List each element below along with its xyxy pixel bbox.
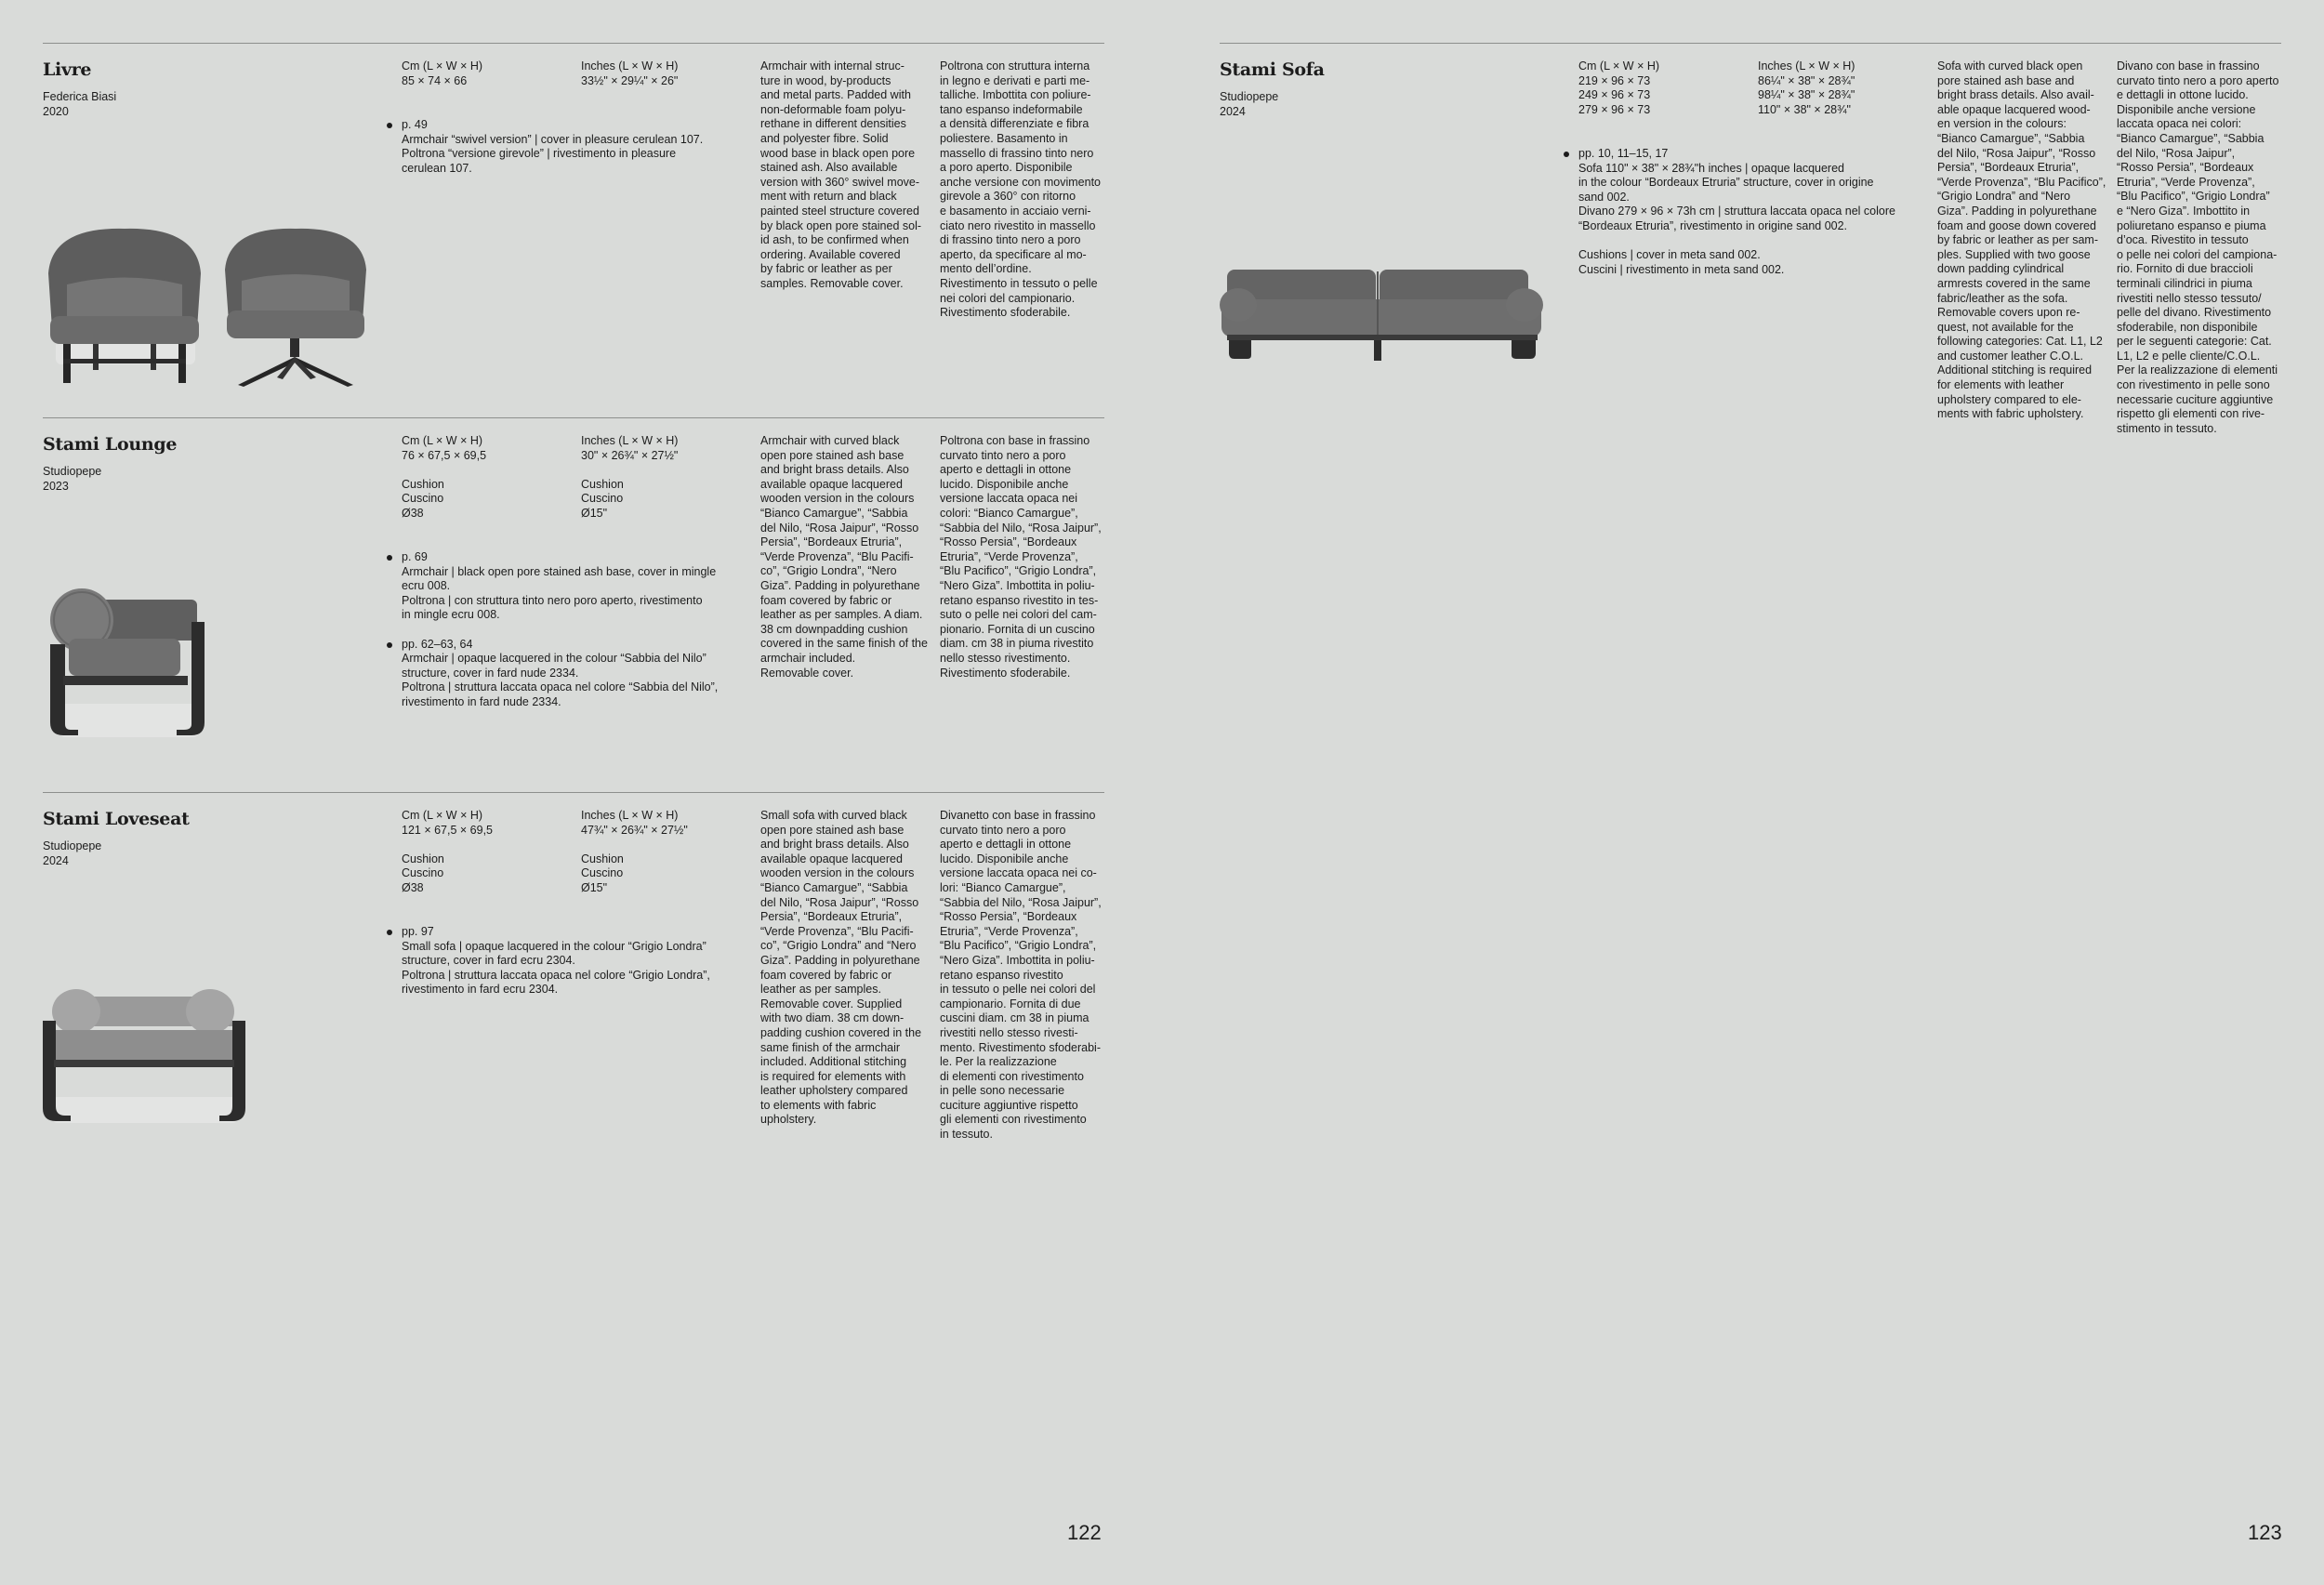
desc-line: rispetto gli elementi con rive-	[2117, 407, 2265, 421]
ref-line: Armchair | opaque lacquered in the colour “Sabbia del Nilo”	[402, 652, 706, 666]
desc-line: suto o pelle nei colori del cam-	[940, 608, 1097, 622]
dims-in	[581, 434, 678, 522]
desc-line: samples. Removable cover.	[760, 276, 904, 290]
dims-in-header: Inches (L × W × H)	[581, 809, 679, 822]
desc-line: Persia”, “Bordeaux Etruria”,	[1937, 161, 2080, 175]
dims-cm-header: Cm (L × W × H)	[402, 434, 483, 447]
swivel-armchair-illustration	[221, 221, 370, 389]
ref-line: Armchair | black open pore stained ash base, cover in mingle	[402, 564, 717, 578]
cushion-label: Cushion	[402, 477, 444, 491]
cushion-diameter: Ø38	[402, 506, 424, 520]
desc-line: a poro aperto. Disponibile	[940, 161, 1073, 175]
desc-line: e dettagli in ottone lucido.	[2117, 88, 2249, 102]
desc-line: 38 cm downpadding cushion	[760, 622, 908, 636]
desc-line: wooden version in the colours	[760, 866, 915, 880]
desc-line: poliestere. Basamento in	[940, 131, 1068, 145]
desc-line: rethane in different densities	[760, 117, 906, 131]
page-references	[402, 550, 746, 724]
description-en	[760, 59, 937, 292]
desc-line: di frassino tinto nero a poro	[940, 233, 1081, 247]
dims-cm-header: Cm (L × W × H)	[1578, 59, 1660, 73]
desc-line: able opaque lacquered wood-	[1937, 102, 2091, 116]
desc-line: Poltrona con struttura interna	[940, 59, 1090, 73]
desc-line: e “Nero Giza”. Imbottito in	[2117, 204, 2251, 218]
armchair-illustration	[41, 219, 208, 387]
desc-line: del Nilo, “Rosa Jaipur”, “Rosso	[760, 895, 919, 909]
desc-line: talliche. Imbottita con poliure-	[940, 88, 1091, 102]
product-stami-loveseat	[0, 792, 1162, 1164]
desc-line: versione laccata opaca nei co-	[940, 866, 1097, 880]
desc-line: retano espanso rivestito	[940, 968, 1063, 982]
desc-line: Etruria”, “Verde Provenza”,	[2117, 175, 2255, 189]
desc-line: colori: “Bianco Camargue”,	[940, 506, 1078, 520]
desc-line: necessarie cuciture aggiuntive	[2117, 392, 2274, 406]
desc-line: by fabric or leather as per	[760, 262, 892, 276]
desc-line: foam covered by fabric or	[760, 593, 892, 607]
desc-line: Giza”. Padding in polyurethane	[760, 953, 920, 967]
ref-line: pp. 10, 11–15, 17	[1578, 147, 1669, 160]
desc-line: non-deformable foam polyu-	[760, 102, 906, 116]
desc-line: le. Per la realizzazione	[940, 1055, 1057, 1069]
desc-line: co”, “Grigio Londra”, “Nero	[760, 564, 897, 578]
description-it	[940, 434, 1116, 680]
desc-line: open pore stained ash base	[760, 448, 905, 462]
ref-line: p. 69	[402, 550, 428, 563]
dims-in-value: 98¼" × 38" × 28¾"	[1758, 88, 1855, 102]
desc-line: Rivestimento sfoderabile.	[940, 666, 1071, 680]
desc-line: aperto e dettagli in ottone	[940, 463, 1072, 477]
desc-line: foam and goose down covered	[1937, 218, 2096, 232]
desc-line: aperto e dettagli in ottone	[940, 838, 1072, 852]
dims-in-header: Inches (L × W × H)	[581, 59, 679, 73]
desc-line: pelle del divano. Rivestimento	[2117, 306, 2272, 320]
desc-line: Persia”, “Bordeaux Etruria”,	[760, 910, 903, 924]
ref-line: in the colour “Bordeaux Etruria” structure, cover in origine	[1578, 176, 1874, 190]
product-title: Stami Sofa	[1220, 59, 1325, 80]
ref-line: pp. 97	[402, 925, 434, 938]
cushion-label: Cushion	[402, 852, 444, 865]
desc-line: “Rosso Persia”, “Bordeaux	[940, 535, 1077, 549]
desc-line: wood base in black open pore	[760, 146, 916, 160]
desc-line: covered in the same finish of the	[760, 637, 928, 651]
ref-line: Divano 279 × 96 × 73h cm | struttura laccata opaca nel colore	[1578, 205, 1895, 218]
description-en	[760, 434, 937, 680]
dims-cm-value: 85 × 74 × 66	[402, 73, 468, 87]
desc-line: di elementi con rivestimento	[940, 1069, 1084, 1083]
description-it	[2117, 59, 2293, 436]
loveseat-illustration	[37, 978, 251, 1127]
product-year: 2020	[43, 105, 69, 118]
dims-in-header: Inches (L × W × H)	[581, 434, 679, 447]
product-designer: Studiopepe	[1220, 90, 1279, 103]
ref-line: Sofa 110" × 38" × 28¾"h inches | opaque lacquered	[1578, 161, 1844, 175]
page-reference	[1578, 147, 1922, 277]
desc-line: ture in wood, by-products	[760, 73, 891, 87]
desc-line: by black open pore stained sol-	[760, 218, 922, 232]
desc-line: stimento in tessuto.	[2117, 421, 2217, 435]
desc-line: con rivestimento in pelle sono	[2117, 378, 2270, 392]
dims-cm-value: 219 × 96 × 73	[1578, 73, 1651, 87]
desc-line: Rivestimento in tessuto o pelle	[940, 276, 1098, 290]
desc-line: painted steel structure covered	[760, 204, 919, 218]
desc-line: o pelle nei colori del campiona-	[2117, 247, 2278, 261]
desc-line: “Sabbia del Nilo, “Rosa Jaipur”,	[940, 895, 1102, 909]
dims-in-value: 86¼" × 38" × 28¾"	[1758, 73, 1855, 87]
dims-cm-header: Cm (L × W × H)	[402, 809, 483, 822]
desc-line: “Bianco Camargue”, “Sabbia	[1937, 131, 2085, 145]
desc-line: and customer leather C.O.L.	[1937, 349, 2084, 363]
desc-line: in tessuto.	[940, 1128, 993, 1142]
desc-line: available opaque lacquered	[760, 852, 903, 865]
product-year: 2024	[43, 854, 69, 867]
desc-line: Etruria”, “Verde Provenza”,	[940, 924, 1078, 938]
desc-line: armchair included.	[760, 651, 856, 665]
desc-line: massello di frassino tinto nero	[940, 146, 1094, 160]
desc-line: “Rosso Persia”, “Bordeaux	[2117, 161, 2254, 175]
desc-line: pionario. Fornita di un cuscino	[940, 622, 1095, 636]
ref-line: rivestimento in fard nude 2334.	[402, 694, 561, 708]
desc-line: armrests covered in the same	[1937, 276, 2091, 290]
ref-line: Cuscini | rivestimento in meta sand 002.	[1578, 262, 1785, 276]
page-right	[1162, 0, 2324, 1585]
desc-line: mento dell’ordine.	[940, 262, 1032, 276]
ref-line: “Bordeaux Etruria”, rivestimento in origine sand 002.	[1578, 218, 1848, 232]
desc-line: Removable cover. Supplied	[760, 997, 903, 1010]
page-references	[402, 118, 746, 191]
desc-line: and bright brass details. Also	[760, 463, 909, 477]
desc-line: bright brass details. Also avail-	[1937, 88, 2094, 102]
desc-line: “Bianco Camargue”, “Sabbia	[760, 880, 908, 894]
desc-line: Removable covers upon re-	[1937, 306, 2080, 320]
ref-line: Poltrona | con struttura tinto nero poro aperto, rivestimento	[402, 593, 703, 607]
desc-line: L1, L2 e pelle cliente/C.O.L.	[2117, 349, 2261, 363]
desc-line: foam covered by fabric or	[760, 968, 892, 982]
dims-in-value: 33½" × 29¼" × 26"	[581, 73, 679, 87]
desc-line: “Sabbia del Nilo, “Rosa Jaipur”,	[940, 521, 1102, 535]
dims-cm-value: 279 × 96 × 73	[1578, 102, 1651, 116]
desc-line: cuscini diam. cm 38 in piuma	[940, 1011, 1089, 1025]
desc-line: Armchair with curved black	[760, 434, 900, 447]
product-year: 2023	[43, 480, 69, 493]
desc-line: nei colori del campionario.	[940, 291, 1076, 305]
desc-line: nello stesso rivestimento.	[940, 651, 1071, 665]
ref-line: Small sofa | opaque lacquered in the colour “Grigio Londra”	[402, 939, 706, 953]
lounge-chair-illustration	[41, 566, 208, 743]
desc-line: leather as per samples. A diam.	[760, 608, 923, 622]
product-designer: Studiopepe	[43, 839, 102, 852]
desc-line: “Bianco Camargue”, “Sabbia	[760, 506, 908, 520]
ref-line: structure, cover in fard ecru 2304.	[402, 954, 575, 968]
desc-line: d’oca. Rivestito in tessuto	[2117, 233, 2249, 247]
desc-line: del Nilo, “Rosa Jaipur”, “Rosso	[760, 521, 919, 535]
cushion-diameter: Ø38	[402, 880, 424, 894]
ref-line: p. 49	[402, 118, 428, 131]
desc-line: rio. Fornito di due braccioli	[2117, 262, 2253, 276]
dims-cm	[402, 809, 493, 896]
product-meta	[43, 89, 116, 119]
desc-line: retano espanso rivestito in tes-	[940, 593, 1099, 607]
desc-line: fabric/leather as the sofa.	[1937, 291, 2068, 305]
desc-line: Giza”. Padding in polyurethane	[1937, 204, 2097, 218]
desc-line: following categories: Cat. L1, L2	[1937, 335, 2103, 349]
desc-line: ciato nero rivestito in massello	[940, 218, 1096, 232]
desc-line: Persia”, “Bordeaux Etruria”,	[760, 535, 903, 549]
desc-line: laccata opaca nei colori:	[2117, 117, 2242, 131]
cushion-diameter: Ø15"	[581, 880, 608, 894]
product-stami-lounge	[0, 417, 1162, 789]
desc-line: available opaque lacquered	[760, 477, 903, 491]
desc-line: “Blu Pacifico”, “Grigio Londra”,	[940, 564, 1097, 578]
desc-line: “Rosso Persia”, “Bordeaux	[940, 910, 1077, 924]
desc-line: cuciture aggiuntive rispetto	[940, 1098, 1078, 1112]
cushion-label-it: Cuscino	[402, 492, 444, 506]
desc-line: gli elementi con rivestimento	[940, 1113, 1087, 1127]
product-designer: Studiopepe	[43, 465, 102, 478]
ref-line: ecru 008.	[402, 579, 451, 593]
desc-line: del Nilo, “Rosa Jaipur”, “Rosso	[1937, 146, 2096, 160]
desc-line: e basamento in acciaio verni-	[940, 204, 1091, 218]
desc-line: version with 360° swivel move-	[760, 175, 920, 189]
ref-line: Poltrona | struttura laccata opaca nel colore “Grigio Londra”,	[402, 968, 710, 982]
desc-line: open pore stained ash base	[760, 823, 905, 837]
desc-line: girevole a 360° con ritorno	[940, 190, 1076, 204]
desc-line: versione laccata opaca nei	[940, 492, 1078, 506]
desc-line: and metal parts. Padded with	[760, 88, 911, 102]
ref-line: Cushions | cover in meta sand 002.	[1578, 248, 1761, 262]
desc-line: pore stained ash base and	[1937, 73, 2075, 87]
desc-line: “Nero Giza”. Imbottita in poliu-	[940, 953, 1095, 967]
desc-line: “Nero Giza”. Imbottita in poliu-	[940, 578, 1095, 592]
desc-line: is required for elements with	[760, 1069, 906, 1083]
product-meta	[43, 839, 101, 868]
product-stami-sofa	[1177, 43, 2324, 470]
ref-line: Poltrona | struttura laccata opaca nel colore “Sabbia del Nilo”,	[402, 680, 719, 694]
page-reference	[402, 118, 746, 176]
dims-cm	[402, 59, 482, 88]
description-it	[940, 809, 1116, 1143]
page-references	[402, 925, 746, 1012]
desc-line: “Bianco Camargue”, “Sabbia	[2117, 131, 2265, 145]
product-title: Livre	[43, 59, 92, 80]
desc-line: per le seguenti categorie: Cat.	[2117, 335, 2272, 349]
desc-line: for elements with leather	[1937, 378, 2065, 392]
page-references	[1578, 147, 1922, 292]
dims-in	[581, 59, 678, 88]
desc-line: “Verde Provenza”, “Blu Pacifico”,	[1937, 175, 2106, 189]
desc-line: Armchair with internal struc-	[760, 59, 905, 73]
dims-cm	[1578, 59, 1659, 117]
desc-line: by fabric or leather as per sam-	[1937, 233, 2098, 247]
desc-line: lucido. Disponibile anche	[940, 852, 1069, 865]
description-en	[1937, 59, 2114, 422]
desc-line: leather as per samples.	[760, 983, 881, 997]
dims-cm-value: 76 × 67,5 × 69,5	[402, 448, 487, 462]
ref-line: sand 002.	[1578, 190, 1630, 204]
desc-line: same finish of the armchair	[760, 1040, 901, 1054]
dims-in-value: 110" × 38" × 28¾"	[1758, 102, 1851, 116]
desc-line: diam. cm 38 in piuma rivestito	[940, 637, 1094, 651]
desc-line: and bright brass details. Also	[760, 838, 909, 852]
product-livre	[0, 43, 1162, 415]
desc-line: curvato tinto nero a poro aperto	[2117, 73, 2279, 87]
product-meta	[1220, 89, 1278, 119]
dims-in	[581, 809, 688, 896]
desc-line: wooden version in the colours	[760, 492, 915, 506]
page-reference	[402, 925, 746, 997]
desc-line: lucido. Disponibile anche	[940, 477, 1069, 491]
desc-line: ordering. Available covered	[760, 247, 901, 261]
desc-line: tano espanso indeformabile	[940, 102, 1083, 116]
desc-line: id ash, to be confirmed when	[760, 233, 909, 247]
desc-line: in tessuto o pelle nei colori del	[940, 983, 1096, 997]
page-number: 122	[1067, 1521, 1102, 1544]
desc-line: “Blu Pacifico”, “Grigio Londra”,	[940, 939, 1097, 953]
desc-line: Removable cover.	[760, 666, 854, 680]
desc-line: included. Additional stitching	[760, 1055, 907, 1069]
desc-line: “Blu Pacifico”, “Grigio Londra”	[2117, 190, 2270, 204]
dims-in-value: 30" × 26¾" × 27½"	[581, 448, 679, 462]
desc-line: quest, not available for the	[1937, 320, 2074, 334]
cushion-label: Cushion	[581, 477, 624, 491]
dims-in-header: Inches (L × W × H)	[1758, 59, 1855, 73]
product-title: Stami Lounge	[43, 434, 178, 455]
description-it	[940, 59, 1116, 321]
desc-line: del Nilo, “Rosa Jaipur”,	[2117, 146, 2236, 160]
desc-line: with two diam. 38 cm down-	[760, 1011, 905, 1025]
desc-line: down padding cylindrical	[1937, 262, 2065, 276]
page-reference	[402, 550, 746, 623]
desc-line: stained ash. Also available	[760, 161, 898, 175]
desc-line: Etruria”, “Verde Provenza”,	[940, 549, 1078, 563]
desc-line: upholstery.	[760, 1113, 817, 1127]
desc-line: to elements with fabric	[760, 1098, 877, 1112]
dims-cm	[402, 434, 486, 522]
product-meta	[43, 464, 101, 494]
dims-cm-value: 249 × 96 × 73	[1578, 88, 1651, 102]
ref-line: pp. 62–63, 64	[402, 637, 473, 651]
desc-line: rivestiti nello stesso tessuto/	[2117, 291, 2262, 305]
desc-line: Per la realizzazione di elementi	[2117, 363, 2278, 377]
dims-cm-header: Cm (L × W × H)	[402, 59, 483, 73]
product-designer: Federica Biasi	[43, 90, 117, 103]
desc-line: lori: “Bianco Camargue”,	[940, 880, 1066, 894]
cushion-label-it: Cuscino	[581, 866, 624, 880]
ref-line: Armchair “swivel version” | cover in pleasure cerulean 107.	[402, 132, 704, 146]
desc-line: upholstery compared to ele-	[1937, 392, 2081, 406]
desc-line: en version in the colours:	[1937, 117, 2067, 131]
desc-line: and polyester fibre. Solid	[760, 131, 889, 145]
desc-line: in pelle sono necessarie	[940, 1084, 1065, 1098]
desc-line: anche versione con movimento	[940, 175, 1102, 189]
desc-line: Poltrona con base in frassino	[940, 434, 1090, 447]
ref-line: structure, cover in fard nude 2334.	[402, 666, 579, 680]
desc-line: curvato tinto nero a poro	[940, 448, 1066, 462]
desc-line: Additional stitching is required	[1937, 363, 2093, 377]
desc-line: Divanetto con base in frassino	[940, 809, 1096, 822]
cushion-label: Cushion	[581, 852, 624, 865]
desc-line: ments with fabric upholstery.	[1937, 407, 2084, 421]
page-reference	[402, 638, 746, 710]
product-title: Stami Loveseat	[43, 809, 190, 829]
desc-line: Rivestimento sfoderabile.	[940, 306, 1071, 320]
cushion-label-it: Cuscino	[581, 492, 624, 506]
desc-line: “Verde Provenza”, “Blu Pacifi-	[760, 924, 914, 938]
cushion-label-it: Cuscino	[402, 866, 444, 880]
desc-line: Small sofa with curved black	[760, 809, 907, 822]
desc-line: “Verde Provenza”, “Blu Pacifi-	[760, 549, 914, 563]
dims-in	[1758, 59, 1855, 117]
desc-line: leather upholstery compared	[760, 1084, 908, 1098]
dims-cm-value: 121 × 67,5 × 69,5	[402, 823, 494, 837]
sofa-illustration	[1214, 262, 1549, 364]
desc-line: ples. Supplied with two goose	[1937, 247, 2091, 261]
desc-line: terminali cilindrici in piuma	[2117, 276, 2252, 290]
desc-line: poliuretano espanso e piuma	[2117, 218, 2266, 232]
cushion-diameter: Ø15"	[581, 506, 608, 520]
desc-line: Giza”. Padding in polyurethane	[760, 578, 920, 592]
ref-line: rivestimento in fard ecru 2304.	[402, 983, 559, 997]
desc-line: sfoderabile, non disponibile	[2117, 320, 2258, 334]
desc-line: “Grigio Londra” and “Nero	[1937, 190, 2071, 204]
desc-line: padding cushion covered in the	[760, 1025, 922, 1039]
desc-line: campionario. Fornita di due	[940, 997, 1081, 1010]
page-number: 123	[2248, 1521, 2282, 1544]
desc-line: a densità differenziate e fibra	[940, 117, 1089, 131]
desc-line: in legno e derivati e parti me-	[940, 73, 1090, 87]
desc-line: mento. Rivestimento sfoderabi-	[940, 1040, 1101, 1054]
desc-line: Disponibile anche versione	[2117, 102, 2256, 116]
desc-line: rivestiti nello stesso rivesti-	[940, 1025, 1078, 1039]
desc-line: curvato tinto nero a poro	[940, 823, 1066, 837]
ref-line: cerulean 107.	[402, 161, 472, 175]
ref-line: Poltrona “versione girevole” | rivestimento in pleasure	[402, 147, 677, 161]
desc-line: aperto, da specificare al mo-	[940, 247, 1087, 261]
dims-in-value: 47¾" × 26¾" × 27½"	[581, 823, 688, 837]
description-en	[760, 809, 937, 1128]
product-year: 2024	[1220, 105, 1246, 118]
desc-line: co”, “Grigio Londra” and “Nero	[760, 939, 917, 953]
desc-line: Sofa with curved black open	[1937, 59, 2083, 73]
ref-line: in mingle ecru 008.	[402, 608, 500, 622]
desc-line: Divano con base in frassino	[2117, 59, 2260, 73]
desc-line: ment with return and black	[760, 190, 897, 204]
